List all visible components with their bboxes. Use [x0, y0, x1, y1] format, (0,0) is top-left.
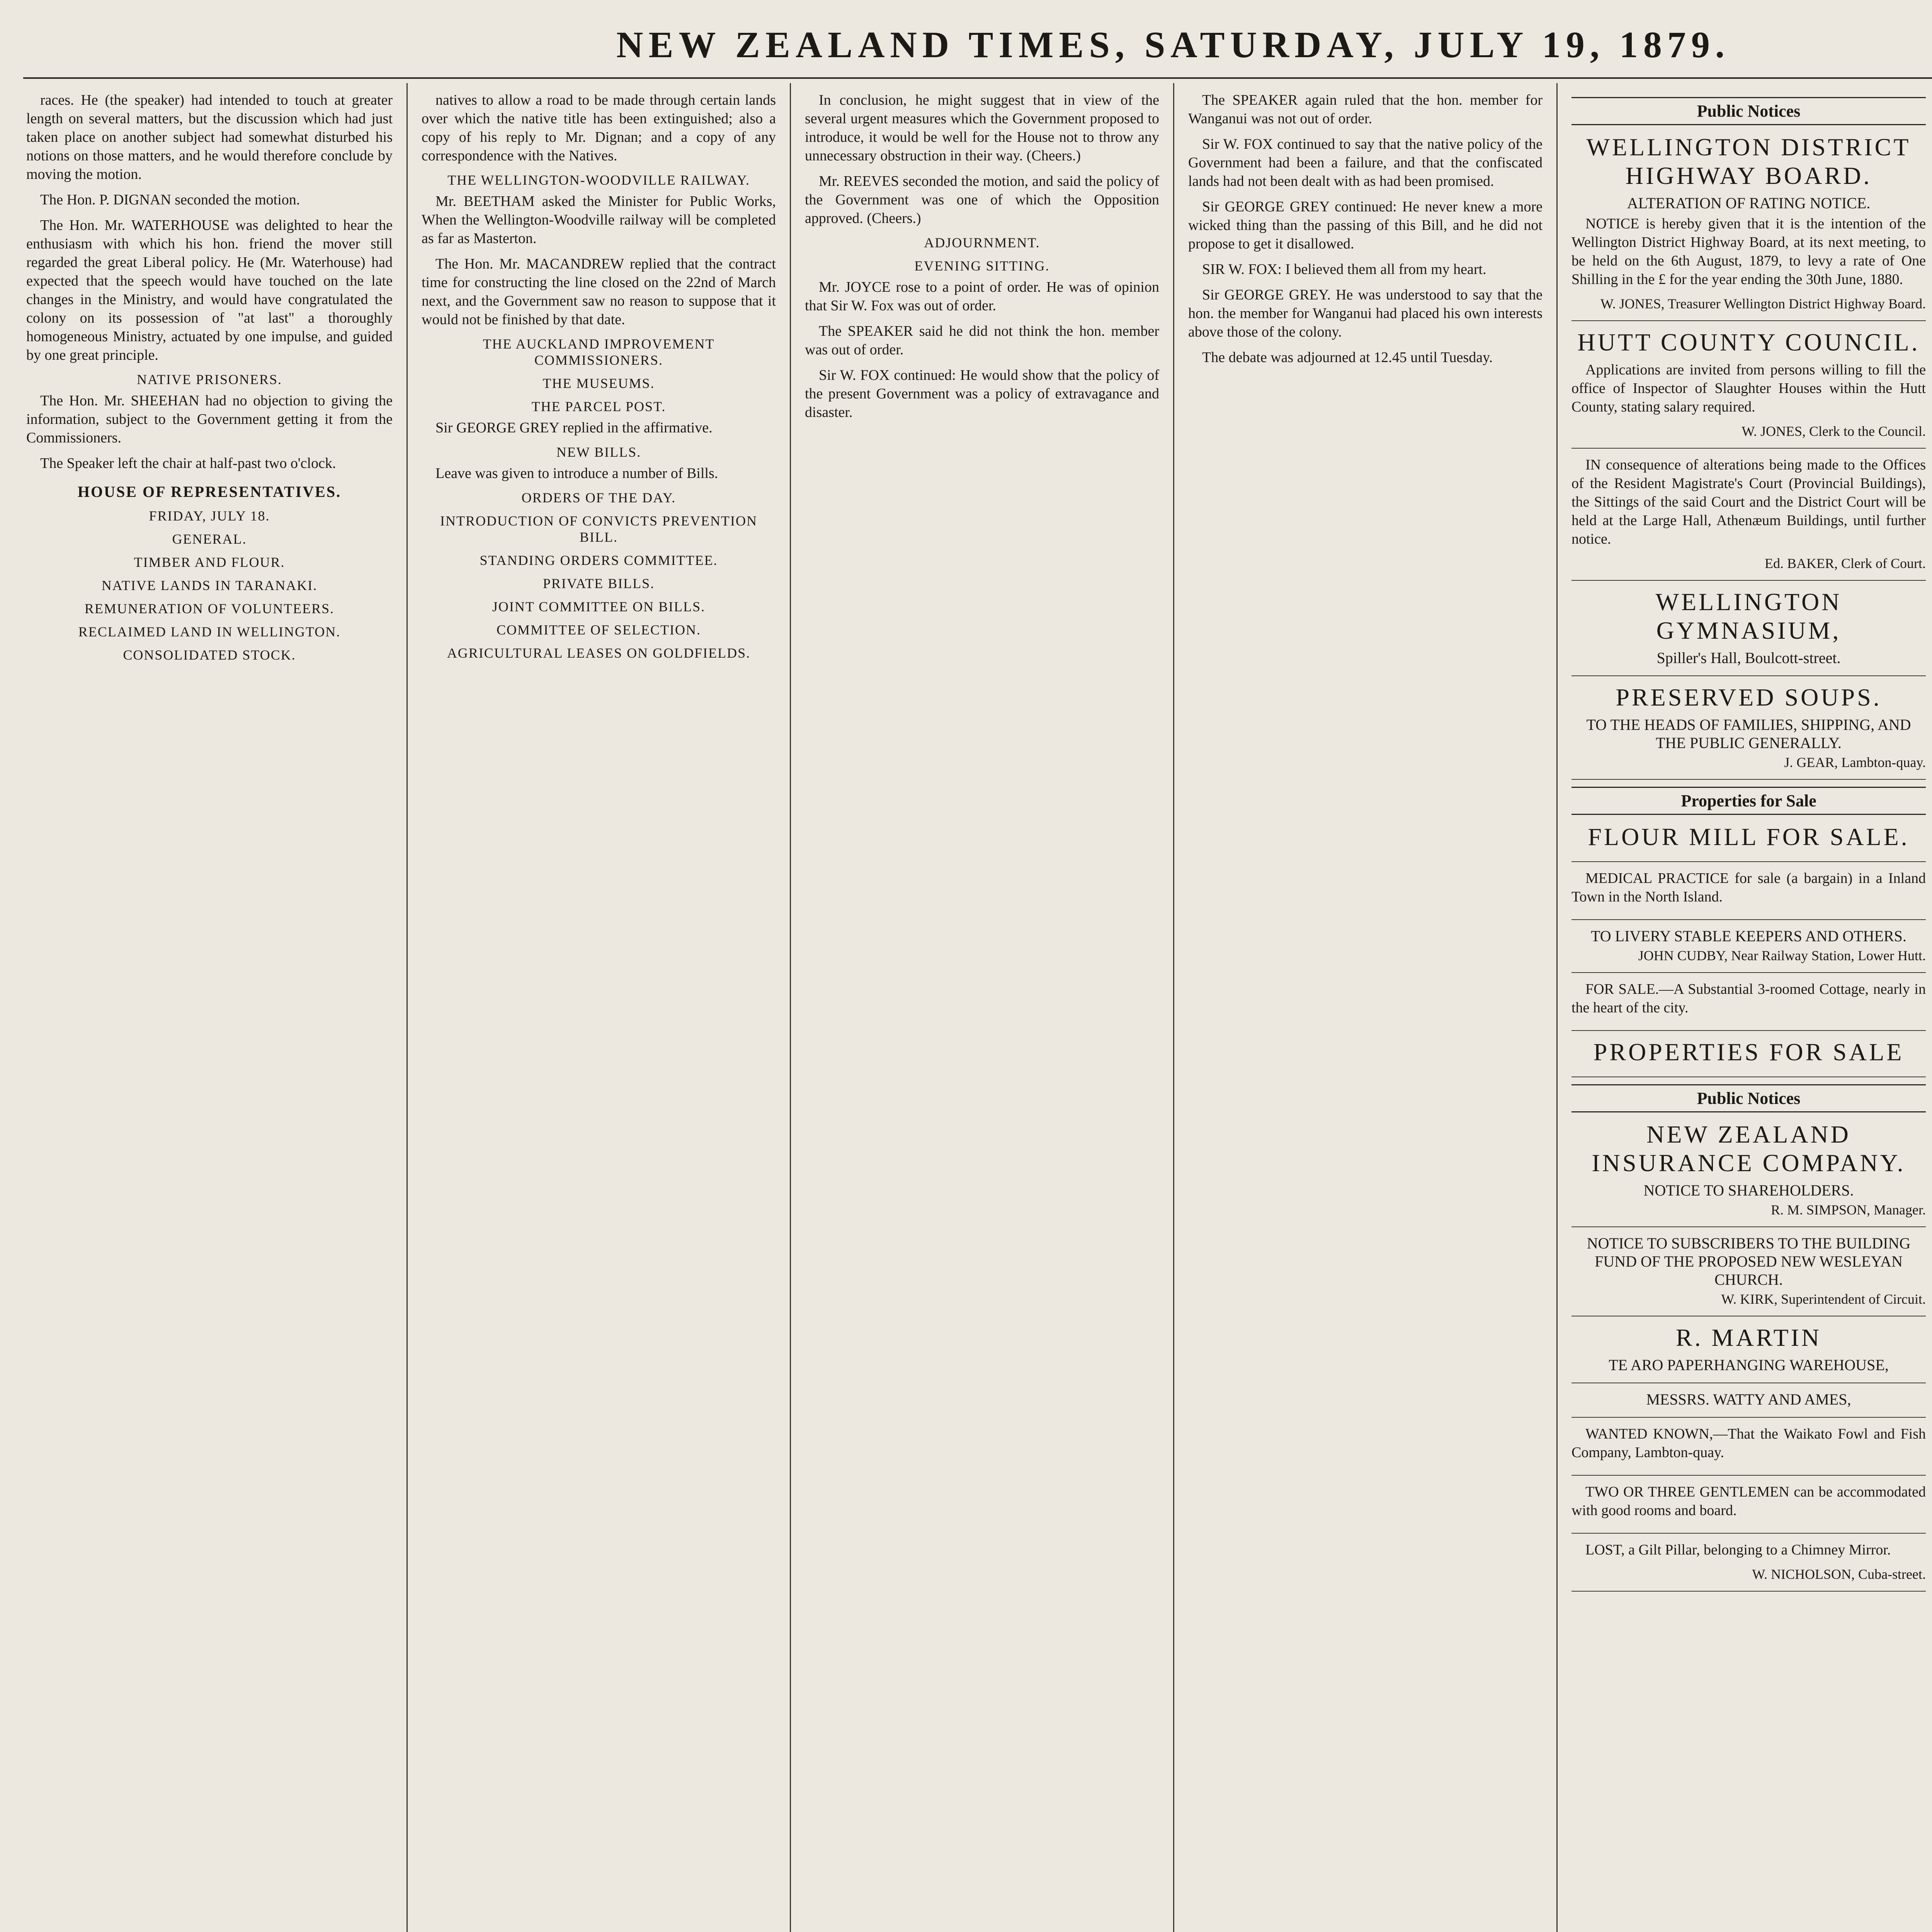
- notice-body: IN consequence of alterations being made to the Offices of the Resident Magistrate's Court (Provincial Buildings), the Sittings of the said Court and the District Court will be held at the Large Hall, Athenæum Buildings, until further notice.: [1571, 457, 1926, 547]
- masthead-rule: [23, 77, 1932, 79]
- notice-soups: [1571, 683, 1926, 780]
- heading-private: PRIVATE BILLS.: [543, 576, 655, 591]
- heading-joint: JOINT COMMITTEE ON BILLS.: [492, 599, 706, 614]
- heading-remuneration: REMUNERATION OF VOLUNTEERS.: [84, 601, 335, 616]
- notice-body: Applications are invited from persons willing to fill the office of Inspector of Slaughter Houses within the Hutt County, stating salary required.: [1571, 362, 1926, 415]
- paragraph: The Hon. Mr. SHEEHAN had no objection to giving the information, subject to the Government getting it from the Commissioners.: [26, 393, 393, 446]
- notice-title: FLOUR MILL FOR SALE.: [1588, 823, 1910, 850]
- notice-title: HUTT COUNTY COUNCIL.: [1577, 328, 1920, 356]
- paragraph: The Hon. P. DIGNAN seconded the motion.: [40, 192, 300, 208]
- notice-body: MEDICAL PRACTICE for sale (a bargain) in a Inland Town in the North Island.: [1571, 870, 1926, 905]
- paragraph: Mr. REEVES seconded the motion, and said the policy of the Government was one of which the Opposition approved. (Cheers.): [805, 173, 1159, 226]
- notice-title: WELLINGTON GYMNASIUM,: [1655, 588, 1842, 644]
- heading-standing: STANDING ORDERS COMMITTEE.: [480, 553, 718, 568]
- notice-body: FOR SALE.—A Substantial 3-roomed Cottage, nearly in the heart of the city.: [1571, 981, 1926, 1016]
- heading-general: GENERAL.: [172, 531, 247, 547]
- masthead-title: NEW ZEALAND TIMES, SATURDAY, JULY 19, 1879.: [616, 24, 1730, 65]
- notice-body: TWO OR THREE GENTLEMEN can be accommodated with good rooms and board.: [1571, 1484, 1926, 1519]
- paragraph: The SPEAKER again ruled that the hon. member for Wanganui was not out of order.: [1188, 92, 1543, 127]
- notice-lost: [1571, 1541, 1926, 1592]
- notice-body: WANTED KNOWN,—That the Waikato Fowl and Fish Company, Lambton-quay.: [1571, 1426, 1926, 1461]
- paragraph: The debate was adjourned at 12.45 until Tuesday.: [1202, 349, 1493, 366]
- paragraph: natives to allow a road to be made through certain lands over which the native title has been extinguished; also a copy of his reply to Mr. Dignan; and a copy of any correspondence with the Natives.: [422, 92, 776, 164]
- heading-date: FRIDAY, JULY 18.: [149, 508, 270, 524]
- notice-title: R. MARTIN: [1675, 1324, 1822, 1351]
- notice-subtitle: ALTERATION OF RATING NOTICE.: [1627, 194, 1871, 212]
- notice-signature: W. JONES, Treasurer Wellington District Highway Board.: [1600, 296, 1926, 311]
- notice-signature: J. GEAR, Lambton-quay.: [1784, 755, 1926, 770]
- paragraph: SIR W. FOX: I believed them all from my heart.: [1202, 261, 1486, 277]
- notice-title: PRESERVED SOUPS.: [1616, 684, 1882, 711]
- column-5: [1556, 83, 1932, 1932]
- heading-railway: THE WELLINGTON-WOODVILLE RAILWAY.: [447, 172, 750, 188]
- prop-medical: [1571, 869, 1926, 920]
- notice-title: WELLINGTON DISTRICT HIGHWAY BOARD.: [1586, 133, 1911, 189]
- notice-title: NEW ZEALAND INSURANCE COMPANY.: [1592, 1121, 1906, 1177]
- heading-native: NATIVE LANDS IN TARANAKI.: [101, 578, 318, 593]
- notice-body: LOST, a Gilt Pillar, belonging to a Chimney Mirror.: [1585, 1542, 1891, 1558]
- column-1: [23, 83, 406, 1932]
- column-2: [406, 83, 790, 1932]
- column-3: [790, 83, 1173, 1932]
- heading-auckland-commissioners: THE AUCKLAND IMPROVEMENT COMMISSIONERS.: [483, 336, 715, 368]
- paragraph: The Speaker left the chair at half-past two o'clock.: [40, 455, 336, 471]
- heading-new-bills: NEW BILLS.: [556, 444, 641, 460]
- notice-title: NOTICE TO SUBSCRIBERS TO THE BUILDING FUND OF THE PROPOSED NEW WESLEYAN CHURCH.: [1587, 1235, 1911, 1288]
- paragraph: Mr. JOYCE rose to a point of order. He was of opinion that Sir W. Fox was out of order.: [805, 279, 1159, 314]
- section-properties: Properties for Sale: [1571, 787, 1926, 815]
- heading-convicts: INTRODUCTION OF CONVICTS PREVENTION BILL.: [440, 513, 757, 545]
- heading-museums: THE MUSEUMS.: [543, 376, 655, 391]
- notice-signature: JOHN CUDBY, Near Railway Station, Lower Hutt.: [1638, 948, 1926, 963]
- prop-sale: [1571, 1038, 1926, 1077]
- notice-wanted: [1571, 1425, 1926, 1476]
- heading-evening: EVENING SITTING.: [914, 258, 1050, 274]
- notice-wesleyan: [1571, 1234, 1926, 1316]
- notice-signature: W. NICHOLSON, Cuba-street.: [1752, 1566, 1926, 1582]
- heading-parcel: THE PARCEL POST.: [531, 399, 666, 414]
- paragraph: In conclusion, he might suggest that in view of the several urgent measures which the Government proposed to introduce, it would be well for the House not to throw any unnecessary obstruction in their way. (Cheers.): [805, 92, 1159, 164]
- section-public-notices-2: Public Notices: [1571, 1084, 1926, 1112]
- heading-adjournment: ADJOURNMENT.: [924, 235, 1040, 250]
- heading-orders: ORDERS OF THE DAY.: [521, 490, 676, 505]
- column-4: [1173, 83, 1556, 1932]
- notice-gentlemen: [1571, 1483, 1926, 1534]
- notice-subtitle: TE ARO PAPERHANGING WAREHOUSE,: [1609, 1356, 1889, 1374]
- masthead: [0, 15, 1932, 73]
- prop-flour-mill: [1571, 823, 1926, 862]
- notice-title: TO LIVERY STABLE KEEPERS AND OTHERS.: [1591, 927, 1906, 945]
- paragraph: races. He (the speaker) had intended to touch at greater length on several matters, but the discussion which had just taken place on another subject had somewhat disturbed his notions on those matters, and he would therefore conclude by moving the motion.: [26, 92, 393, 182]
- prop-cottage: [1571, 980, 1926, 1031]
- notice-subtitle: NOTICE TO SHAREHOLDERS.: [1643, 1182, 1854, 1199]
- section-public-notices: Public Notices: [1571, 97, 1926, 125]
- paragraph: Sir W. FOX continued to say that the native policy of the Government had been a failure, and that the confiscated lands had not been dealt with as had been promised.: [1188, 136, 1543, 189]
- paragraph: The SPEAKER said he did not think the hon. member was out of order.: [805, 323, 1159, 358]
- notice-signature: W. KIRK, Superintendent of Circuit.: [1721, 1291, 1926, 1307]
- paragraph: Sir W. FOX continued: He would show that the policy of the present Government was a policy of extravagance and disaster.: [805, 367, 1159, 420]
- notice-gymnasium: [1571, 588, 1926, 676]
- paragraph: The Hon. Mr. WATERHOUSE was delighted to hear the enthusiasm with which his hon. friend the mover still regarded the great Liberal policy. He (Mr. Waterhouse) had expected that the speech would have touched on the late changes in the Ministry, and would have congratulated the colony on its possession of "at last" a thoroughly homogeneous Ministry, actuated by one impulse, and guided by one great principle.: [26, 217, 393, 363]
- notice-signature: W. JONES, Clerk to the Council.: [1742, 423, 1926, 439]
- heading-selection: COMMITTEE OF SELECTION.: [497, 622, 701, 638]
- columns: [23, 83, 1932, 1932]
- paragraph: The Hon. Mr. MACANDREW replied that the contract time for constructing the line closed on the 22nd of March next, and the Government saw no reason to suppose that it would not be finished by that date.: [422, 256, 776, 328]
- notice-watty: [1571, 1390, 1926, 1418]
- notice-hutt-county: [1571, 328, 1926, 449]
- heading-house: HOUSE OF REPRESENTATIVES.: [77, 483, 342, 500]
- notice-title: PROPERTIES FOR SALE: [1593, 1038, 1904, 1066]
- prop-livery: [1571, 927, 1926, 973]
- paragraph: Sir GEORGE GREY replied in the affirmative.: [435, 420, 713, 436]
- paragraph: Sir GEORGE GREY. He was understood to say that the hon. the member for Wanganui had placed his own interests above those of the colony.: [1188, 287, 1543, 340]
- notice-signature: R. M. SIMPSON, Manager.: [1770, 1202, 1926, 1218]
- heading-timber: TIMBER AND FLOUR.: [134, 554, 285, 570]
- notice-signature: Ed. BAKER, Clerk of Court.: [1765, 556, 1926, 571]
- paragraph: Sir GEORGE GREY continued: He never knew a more wicked thing than the passing of this Bill, and he did not propose to get it disallowed.: [1188, 199, 1543, 252]
- notice-highway-board: [1571, 133, 1926, 321]
- heading-consolidated: CONSOLIDATED STOCK.: [123, 647, 296, 663]
- notice-martin: [1571, 1323, 1926, 1383]
- heading-auckland: NATIVE PRISONERS.: [136, 372, 282, 387]
- paragraph: Mr. BEETHAM asked the Minister for Public Works, When the Wellington-Woodville railway will be completed as far as Masterton.: [422, 193, 776, 247]
- heading-reclaimed: RECLAIMED LAND IN WELLINGTON.: [78, 624, 341, 639]
- notice-title: MESSRS. WATTY AND AMES,: [1646, 1391, 1851, 1408]
- notice-subtitle: TO THE HEADS OF FAMILIES, SHIPPING, AND THE PUBLIC GENERALLY.: [1586, 716, 1911, 752]
- notice-body: NOTICE is hereby given that it is the intention of the Wellington District Highway Board, at its next meeting, to be held on the 6th August, 1879, to levy a rate of One Shilling in the £ for the year ending the 30th June, 1880.: [1571, 216, 1926, 287]
- notice-subtitle: Spiller's Hall, Boulcott-street.: [1656, 649, 1841, 667]
- notice-court: [1571, 456, 1926, 581]
- paragraph: Leave was given to introduce a number of Bills.: [435, 465, 718, 481]
- heading-goldfields: AGRICULTURAL LEASES ON GOLDFIELDS.: [447, 645, 751, 661]
- notice-insurance: [1571, 1120, 1926, 1227]
